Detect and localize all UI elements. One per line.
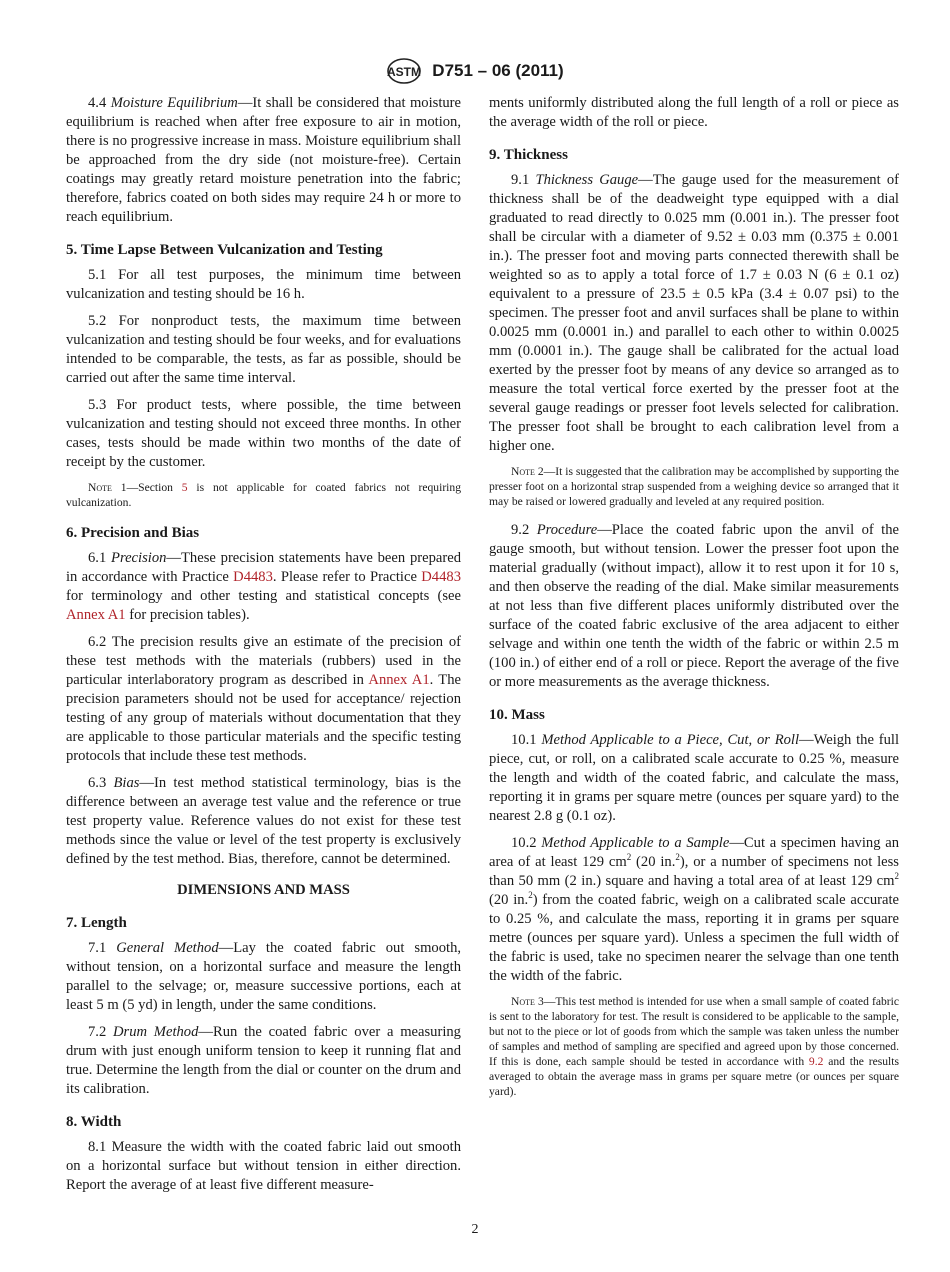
text-run: 9. Thickness xyxy=(489,147,568,163)
part-heading xyxy=(66,881,461,900)
text-run: . The precision parameters should not be used for acceptance/ rejection testing of any group of materials without documentation that they are applicable to those particular materials and the specific testing protocols that include these test methods. xyxy=(66,672,461,764)
paragraph xyxy=(489,834,899,986)
text-run: 2—It is suggested that the calibration may be accomplished by supporting the presser foot on a horizontal strap suspended from a weighing device so arranged that it may be raised or lowered gradually and leveled at any required position. xyxy=(489,465,899,508)
text-run: 9.1 xyxy=(511,172,536,188)
astm-logo-icon xyxy=(386,56,422,86)
right-column xyxy=(489,94,899,1111)
paragraph xyxy=(66,633,461,766)
paragraph xyxy=(489,521,899,692)
text-run: 3—This test method is intended for use when a small sample of coated fabric is sent to the laboratory for test. The result is considered to be applicable to the sample, but not to the piece or lot of goods from which the sample was taken unless the number of samples and method of sampling are specified and agreed upon by those concerned. If this is done, each sample should be tested in accordance with xyxy=(489,995,899,1068)
italic-term: Moisture Equilibrium xyxy=(110,95,238,111)
italic-term: Method Applicable to a Piece, Cut, or Roll xyxy=(541,732,800,748)
note xyxy=(489,464,899,509)
cross-reference-link[interactable]: D4483 xyxy=(421,569,461,585)
text-run: Note xyxy=(511,995,535,1008)
text-run: ) from the coated fabric, weigh on a calibrated scale accurate to 0.25 %, and calculate the mass, reporting it in grams per square metre (ounces per square yard). Unless a specimen the full width of the fabric is used, take no specimen nearer the selvage than one tenth the width of the fabric. xyxy=(489,892,899,984)
text-run: 6.2 The precision results give an estimate of the precision of these test methods with the materials (rubbers) used in the particular interlaboratory program as described in xyxy=(66,634,461,688)
text-run: 10. Mass xyxy=(489,707,545,723)
text-run: 7.1 xyxy=(88,940,117,956)
text-run: . Please refer to Practice xyxy=(272,569,422,585)
text-run: 2 xyxy=(894,871,899,882)
section-heading xyxy=(489,706,899,725)
text-run: is not applicable for coated fabrics not requiring vulcanization. xyxy=(66,481,461,509)
paragraph xyxy=(66,1138,461,1195)
text-run: 5.2 For nonproduct tests, the maximum time between vulcanization and testing should be four weeks, and for evaluations intended to be comparable, the tests, as far as possible, should be carried out after the same time interval. xyxy=(66,313,461,386)
text-run: 8. Width xyxy=(66,1114,122,1130)
section-heading xyxy=(66,241,461,260)
page-number: 2 xyxy=(471,1222,479,1237)
page-header xyxy=(0,56,950,86)
text-run: 5.3 For product tests, where possible, the time between vulcanization and testing should not exceed three months. In other cases, tests should be made within two months of the date of receipt by the customer. xyxy=(66,397,461,470)
text-run: 8.1 Measure the width with the coated fabric laid out smooth on a horizontal surface but without tension in either direction. Report the average of at least five different measure- xyxy=(66,1139,461,1193)
text-run: 6.3 xyxy=(88,775,114,791)
cross-reference-link[interactable]: 9.2 xyxy=(808,1055,824,1068)
italic-term: Procedure xyxy=(536,522,598,538)
text-run: for terminology and other testing and statistical concepts (see xyxy=(66,588,461,604)
text-run: 2 xyxy=(528,890,533,901)
paragraph xyxy=(66,939,461,1015)
note xyxy=(66,480,461,510)
italic-term: Thickness Gauge xyxy=(535,172,639,188)
cross-reference-link[interactable]: Annex A1 xyxy=(368,672,430,688)
text-run: —Lay the coated fabric out smooth, without tension, on a horizontal surface and measure the length parallel to the selvage; or, measure successive portions, each at least 5 m (5 yd) in length, under the same conditions. xyxy=(66,940,462,1013)
text-run: (20 in. xyxy=(489,892,529,908)
text-run: 2 xyxy=(675,852,680,863)
text-run: 5.1 For all test purposes, the minimum time between vulcanization and testing should be 16 h. xyxy=(66,267,461,302)
section-heading xyxy=(489,146,899,165)
text-run: 1—Section xyxy=(111,481,182,494)
paragraph xyxy=(489,731,899,826)
text-run: 5. Time Lapse Between Vulcanization and Testing xyxy=(66,242,383,258)
cross-reference-link[interactable]: D4483 xyxy=(233,569,273,585)
document-code: D751 – 06 (2011) xyxy=(432,61,564,80)
text-run: Note xyxy=(511,465,535,478)
text-run: —The gauge used for the measurement of thickness shall be of the deadweight type equipped with a dial graduated to read directly to 0.025 mm (0.001 in.). The presser foot shall be circular with a diameter of 9.52 ± 0.03 mm (0.375 ± 0.001 in.). The presser foot and moving parts connected therewith shall be weighted so as to apply a total force of 1.7 ± 0.03 N (6 ± 0.1 oz) equivalent to a pressure of 23.5 ± 0.5 kPa (3.4 ± 0.07 psi) to the specimen. The presser foot and anvil surfaces shall be plane to within 0.0025 mm (0.0001 in.) and parallel to each other to within 0.0025 mm (0.0001 in.). The gauge shall be calibrated for the actual load exerted by the presser foot by means of any device so arranged as to measure the total vertical force exerted by the presser foot at the several gauge readings or presser foot levels selected for calibration. The presser foot shall be brought to each calibration level from a higher one. xyxy=(489,172,900,454)
left-column xyxy=(66,94,461,1203)
italic-term: Precision xyxy=(111,550,167,566)
text-run: —In test method statistical terminology, bias is the difference between an average test value and the reference or true test property value. Reference values do not exist for these test methods since the value or level of the test property is exclusively defined by the test method. Bias, therefore, cannot be determined. xyxy=(66,775,461,867)
cross-reference-link[interactable]: 5 xyxy=(181,481,188,494)
paragraph xyxy=(66,312,461,388)
svg-text:ASTM: ASTM xyxy=(387,65,422,79)
text-run: Note xyxy=(88,481,112,494)
text-run: —These precision statements have been prepared in accordance with Practice xyxy=(66,550,462,585)
italic-term: Method Applicable to a Sample xyxy=(541,835,730,851)
paragraph xyxy=(66,774,461,869)
text-run: —It shall be considered that moisture equilibrium is reached when after free exposure to air in motion, there is no progressive increase in mass. Moisture equilibrium shall be approached from the dry side (not moisture-free). Certain coatings may greatly retard moisture penetration into the fabric; therefore, fabrics coated on both sides may require 24 h or more to reach equilibrium. xyxy=(66,95,462,225)
section-heading xyxy=(66,914,461,933)
italic-term: Bias xyxy=(113,775,140,791)
text-run: 2 xyxy=(626,852,632,863)
text-run: —Weigh the full piece, cut, or roll, on a calibrated scale accurate to 0.25 %, measure the length and width of the coated fabric, and calculate the mass, reporting it in grams per square metre (ounces per square yard) to the nearest 2.8 g (0.1 oz). xyxy=(489,732,900,824)
text-run: 4.4 xyxy=(88,95,111,111)
text-run: DIMENSIONS AND MASS xyxy=(177,882,350,898)
paragraph xyxy=(489,94,899,132)
text-run: 10.2 xyxy=(511,835,542,851)
cross-reference-link[interactable]: Annex A1 xyxy=(66,607,126,623)
text-run: 9.2 xyxy=(511,522,537,538)
text-run: —Place the coated fabric upon the anvil of the gauge smooth, but without tension. Lower the presser foot upon the material gradually (without impact), allow it to rest upon it for 10 s, and then observe the reading of the dial. Make similar measurements at not less than five different places uniformly distributed over the surface of the coated fabric exclusive of the area adjacent to either selvage and within one tenth the width of the fabric or within 2.5 m (100 in.) of either end of a roll or piece. Report the average of the five or more measurements as the average thickness. xyxy=(489,522,899,690)
paragraph xyxy=(66,549,461,625)
text-run: for precision tables). xyxy=(125,607,250,623)
note xyxy=(489,994,899,1099)
text-run: 6.1 xyxy=(88,550,112,566)
text-run: 10.1 xyxy=(511,732,542,748)
text-run: ), or a number of specimens not less than 50 mm (2 in.) square and having a total area of at least 129 cm xyxy=(489,854,899,889)
text-run: ments uniformly distributed along the full length of a roll or piece as the average width of the roll or piece. xyxy=(489,95,899,130)
text-run: (20 in. xyxy=(631,854,676,870)
text-run: 7.2 xyxy=(88,1024,113,1040)
paragraph xyxy=(66,1023,461,1099)
paragraph xyxy=(66,94,461,227)
text-run: —Run the coated fabric over a measuring drum with just enough uniform tension to keep it running flat and true. Determine the length from the dial or counter on the drum and its calibration. xyxy=(66,1024,461,1097)
italic-term: General Method xyxy=(116,940,219,956)
section-heading xyxy=(66,524,461,543)
text-run: —Cut a specimen having an area of at least 129 cm xyxy=(489,835,899,870)
text-run: 6. Precision and Bias xyxy=(66,525,200,541)
paragraph xyxy=(66,396,461,472)
italic-term: Drum Method xyxy=(113,1024,199,1040)
paragraph xyxy=(489,171,899,456)
text-run: and the results averaged to obtain the average mass in grams per square metre (or ounces per square yard). xyxy=(489,1055,899,1098)
paragraph xyxy=(66,266,461,304)
section-heading xyxy=(66,1113,461,1132)
text-run: 7. Length xyxy=(66,915,127,931)
